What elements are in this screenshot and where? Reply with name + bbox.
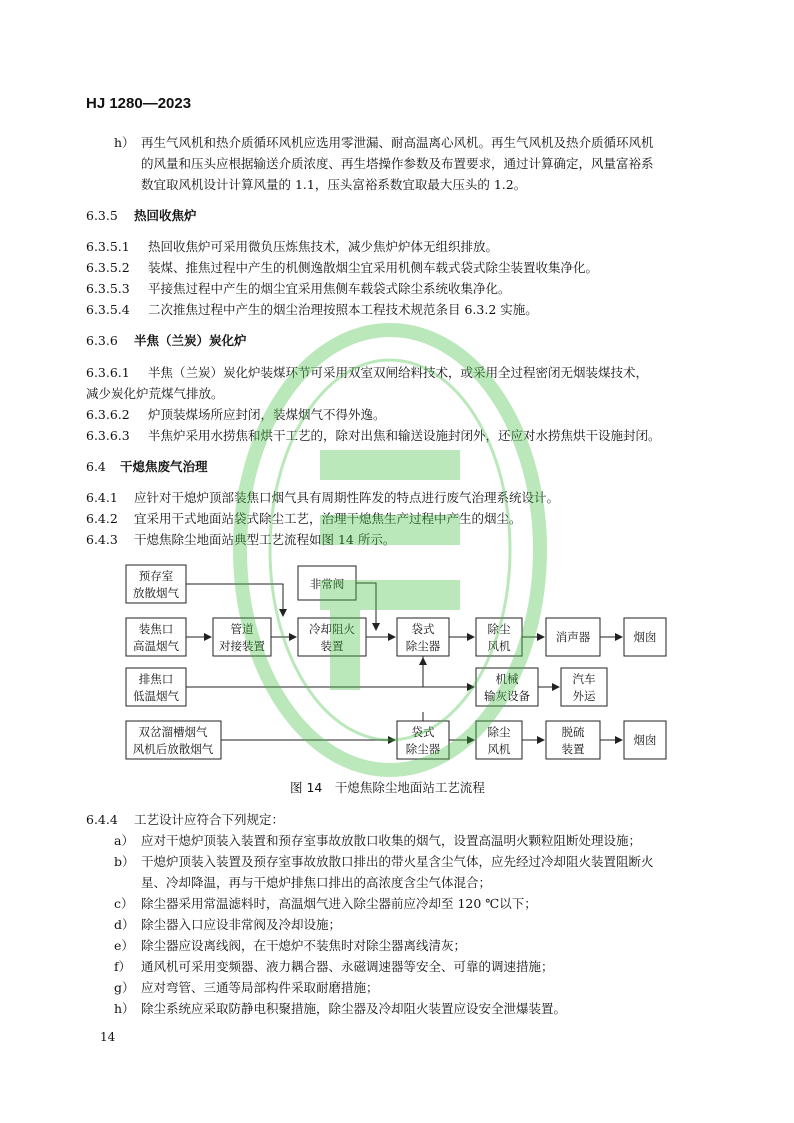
paragraph-line: 的风量和压头应根据输送介质浓度、再生塔操作参数及布置要求，通过计算确定，风量富裕系: [141, 156, 654, 171]
paragraph-line: 数宜取风机设计计算风量的 1.1，压头富裕系数宜取最大压头的 1.2。: [141, 177, 527, 192]
clause-number: 6.3.6.2: [86, 407, 130, 422]
clause-text: 热回收焦炉可采用微负压炼焦技术，减少焦炉炉体无组织排放。: [148, 239, 499, 254]
label-desulf-2: 装置: [561, 742, 585, 756]
list-label: f）: [114, 959, 132, 974]
clause-text: 半焦炉采用水捞焦和烘干工艺的，除对出焦和输送设施封闭外，还应对水捞焦烘干设施封闭。: [148, 428, 661, 443]
clause-text: 平接焦过程中产生的烟尘宜采用焦侧车载袋式除尘系统收集净化。: [148, 281, 511, 296]
arrow-bag1-ash: [423, 656, 474, 687]
list-label: g）: [114, 980, 135, 995]
label-chute-2: 风机后放散烟气: [132, 742, 214, 756]
arrow-discharge: [186, 658, 423, 687]
label-chute: 双岔溜槽烟气: [138, 725, 208, 739]
label-valve: 非常阀: [309, 577, 345, 591]
label-chimney-1: 烟囱: [633, 630, 657, 644]
clause-text: 二次推焦过程中产生的烟尘治理按照本工程技术规范条目 6.3.2 实施。: [148, 302, 538, 317]
clause-number: 6.4.2: [86, 511, 118, 526]
clause-number: 6.3.6.1: [86, 365, 130, 380]
clause-number: 6.3.5.4: [86, 302, 130, 317]
paragraph-line: 再生气风机和热介质循环风机应选用零泄漏、耐高温离心风机。再生气风机及热介质循环风机: [141, 135, 654, 150]
label-desulf: 脱硫: [561, 725, 585, 739]
label-pipe: 管道: [230, 622, 254, 636]
clause-number: 6.4.3: [86, 532, 118, 547]
list-text: 除尘器应设离线阀，在干熄炉不装焦时对除尘器离线清灰；: [141, 938, 467, 953]
list-label: b）: [114, 854, 135, 869]
label-pipe-2: 对接装置: [219, 639, 265, 653]
clause-number: 6.3.5.2: [86, 260, 130, 275]
section-title: 半焦（兰炭）炭化炉: [134, 333, 247, 348]
clause-text: 半焦（兰炭）炭化炉装煤环节可采用双室双闸给料技术，或采用全过程密闭无烟装煤技术，: [148, 365, 649, 380]
label-bag2: 袋式: [411, 725, 435, 739]
label-prestorage-2: 放散烟气: [133, 586, 179, 600]
figure-caption: 图 14 干熄焦除尘地面站工艺流程: [290, 780, 485, 795]
label-ash-2: 输灰设备: [484, 689, 530, 703]
list-text: 星、冷却降温，再与干熄炉排焦口排出的高浓度含尘气体混合；: [141, 875, 492, 890]
list-text: 除尘器采用常温滤料时，高温烟气进入除尘器前应冷却至 120 ℃以下；: [141, 896, 537, 911]
section-title: 干熄焦废气治理: [120, 459, 208, 474]
list-text: 通风机可采用变频器、液力耦合器、永磁调速器等安全、可靠的调速措施；: [141, 959, 554, 974]
label-truck-2: 外运: [572, 689, 596, 703]
label-discharge-2: 低温烟气: [133, 689, 179, 703]
section-number: 6.3.6: [86, 333, 118, 348]
label-ash: 机械: [495, 672, 519, 686]
list-text: 除尘系统应采取防静电积聚措施，除尘器及冷却阻火装置应设安全泄爆装置。: [141, 1001, 567, 1016]
list-text: 应对弯管、三通等局部构件采取耐磨措施；: [141, 980, 379, 995]
label-bag1: 袋式: [411, 622, 435, 636]
list-text: 干熄炉顶装入装置及预存室事故放散口排出的带火星含尘气体，应先经过冷却阻火装置阻断火: [141, 854, 654, 869]
list-label: e）: [114, 938, 134, 953]
section-number: 6.3.5: [86, 208, 118, 223]
section-number: 6.4: [86, 459, 106, 474]
list-label: h）: [114, 1001, 135, 1016]
page-number: 14: [100, 1030, 116, 1044]
clause-text: 装煤、推焦过程中产生的机侧逸散烟尘宜采用机侧车载式袋式除尘装置收集净化。: [148, 260, 599, 275]
label-prestorage: 预存室: [138, 569, 174, 583]
clause-number: 6.4.4: [86, 812, 118, 827]
list-label: d）: [114, 917, 135, 932]
clause-number: 6.4.1: [86, 490, 118, 505]
label-fan2-2: 风机: [487, 742, 511, 756]
label-truck: 汽车: [572, 672, 596, 686]
clause-number: 6.3.6.3: [86, 428, 130, 443]
label-charging: 装焦口: [138, 622, 174, 636]
clause-text: 宜采用干式地面站袋式除尘工艺，治理干熄焦生产过程中产生的烟尘。: [134, 511, 522, 526]
label-silencer: 消声器: [555, 630, 591, 644]
list-text: 除尘器入口应设非常阀及冷却设施；: [141, 917, 342, 932]
document-code-header: HJ 1280—2023: [86, 95, 192, 112]
label-bag1-2: 除尘器: [405, 639, 441, 653]
label-charging-2: 高温烟气: [133, 639, 179, 653]
list-text: 应对干熄炉顶装入装置和预存室事故放散口收集的烟气，设置高温明火颗粒阻断处理设施；: [141, 833, 642, 848]
clause-text: 炉顶装煤场所应封闭，装煤烟气不得外逸。: [148, 407, 386, 422]
section-title: 热回收焦炉: [134, 208, 197, 223]
list-item-h-label: h）: [114, 135, 135, 150]
clause-text: 减少炭化炉荒煤气排放。: [86, 386, 224, 401]
label-cooling-2: 装置: [320, 639, 344, 653]
clause-text: 干熄焦除尘地面站典型工艺流程如图 14 所示。: [134, 532, 396, 547]
label-cooling: 冷却阻火: [309, 622, 355, 636]
label-fan1: 除尘: [487, 622, 511, 636]
list-label: a）: [114, 833, 134, 848]
label-discharge: 排焦口: [138, 672, 174, 686]
label-fan1-2: 风机: [487, 639, 511, 653]
clause-number: 6.3.5.1: [86, 239, 130, 254]
clause-text: 应针对干熄炉顶部装焦口烟气具有周期性阵发的特点进行废气治理系统设计。: [134, 490, 560, 505]
label-bag2-2: 除尘器: [405, 742, 441, 756]
label-chimney-2: 烟囱: [633, 733, 657, 747]
list-label: c）: [114, 896, 134, 911]
arrow-prestorage: [186, 584, 283, 616]
clause-number: 6.3.5.3: [86, 281, 130, 296]
clause-text: 工艺设计应符合下列规定：: [134, 812, 285, 827]
label-fan2: 除尘: [487, 725, 511, 739]
